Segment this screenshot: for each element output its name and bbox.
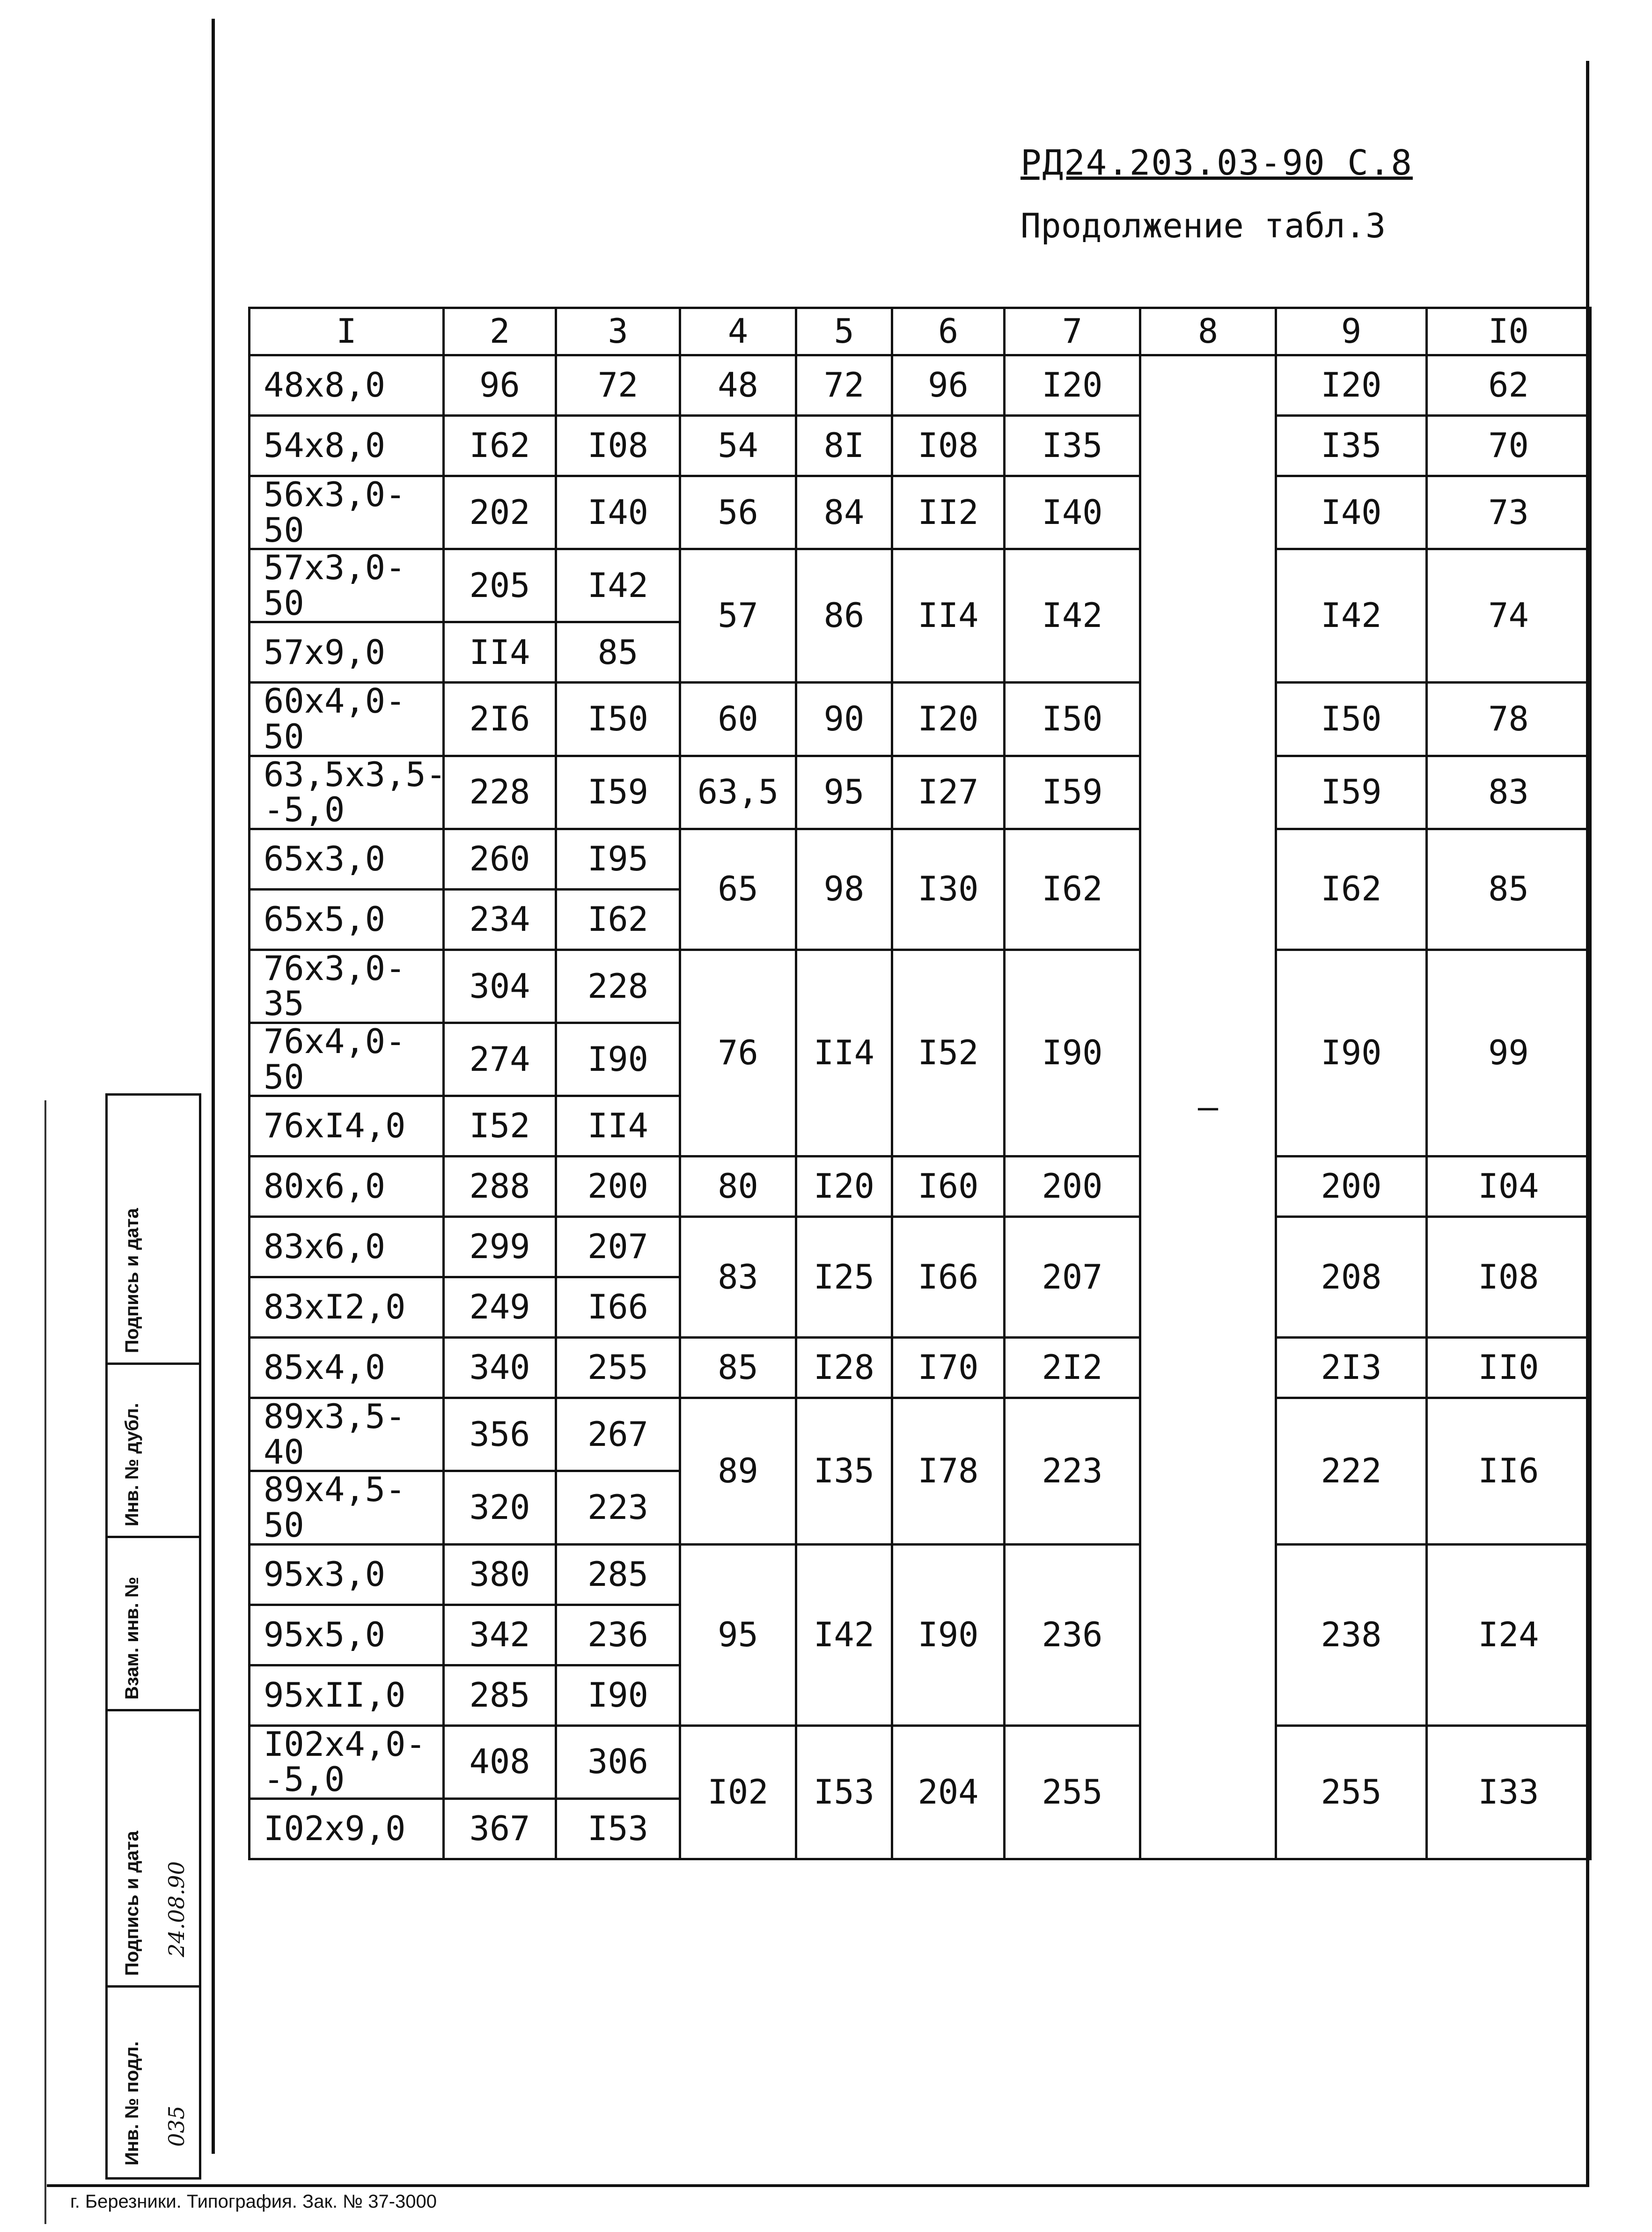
table-body bbox=[250, 355, 1591, 1859]
cell-c3: I95 bbox=[556, 829, 680, 889]
cell-size: I02x4,0- -5,0 bbox=[250, 1725, 444, 1798]
cell-c7: I90 bbox=[1005, 950, 1140, 1156]
cell-c6: I78 bbox=[892, 1398, 1005, 1544]
cell-c6: I20 bbox=[892, 683, 1005, 756]
table-row bbox=[250, 355, 1591, 416]
cell-c2: 380 bbox=[444, 1544, 556, 1605]
cell-c5: I35 bbox=[796, 1398, 892, 1544]
cell-size: 80x6,0 bbox=[250, 1157, 444, 1217]
cell-c3: 200 bbox=[556, 1157, 680, 1217]
cell-c4: 63,5 bbox=[680, 756, 796, 829]
cell-c10: II0 bbox=[1427, 1338, 1591, 1398]
cell-c2: 260 bbox=[444, 829, 556, 889]
cell-c9: 2I3 bbox=[1276, 1338, 1427, 1398]
column-header: 3 bbox=[556, 308, 680, 355]
cell-size: 54x8,0 bbox=[250, 416, 444, 476]
stamp-label: Взам. инв. № bbox=[122, 1576, 142, 1700]
cell-c5: I20 bbox=[796, 1157, 892, 1217]
table-row bbox=[250, 476, 1591, 549]
cell-c4: I02 bbox=[680, 1725, 796, 1859]
column-header: 8 bbox=[1140, 308, 1276, 355]
cell-c4: 65 bbox=[680, 829, 796, 950]
cell-c5: 95 bbox=[796, 756, 892, 829]
cell-c2: 249 bbox=[444, 1277, 556, 1338]
cell-c6: I90 bbox=[892, 1544, 1005, 1725]
column-header: 9 bbox=[1276, 308, 1427, 355]
table-row bbox=[250, 756, 1591, 829]
cell-c7: 207 bbox=[1005, 1217, 1140, 1338]
cell-c10: 62 bbox=[1427, 355, 1591, 416]
cell-c2: 342 bbox=[444, 1605, 556, 1665]
cell-c3: I42 bbox=[556, 549, 680, 622]
cell-c3: II4 bbox=[556, 1096, 680, 1157]
cell-c3: I62 bbox=[556, 889, 680, 950]
cell-c9: I62 bbox=[1276, 829, 1427, 950]
stamp-cell-original-inv bbox=[108, 1985, 199, 2175]
cell-c10: I24 bbox=[1427, 1544, 1591, 1725]
cell-c9: I20 bbox=[1276, 355, 1427, 416]
cell-c2: I52 bbox=[444, 1096, 556, 1157]
document-code: РД24.203.03-90 С.8 bbox=[1021, 143, 1413, 183]
cell-c4: 48 bbox=[680, 355, 796, 416]
cell-c2: I62 bbox=[444, 416, 556, 476]
cell-c9: 208 bbox=[1276, 1217, 1427, 1338]
stamp-cell-replacement-inv bbox=[108, 1536, 199, 1711]
table-row bbox=[250, 416, 1591, 476]
stamp-cell-duplicate-inv bbox=[108, 1363, 199, 1538]
cell-c7: 200 bbox=[1005, 1157, 1140, 1217]
cell-c5: 84 bbox=[796, 476, 892, 549]
cell-c6: I52 bbox=[892, 950, 1005, 1156]
stamp-cell-signature-date-2 bbox=[108, 1709, 199, 1988]
cell-c3: I50 bbox=[556, 683, 680, 756]
cell-c2: 340 bbox=[444, 1338, 556, 1398]
cell-c3: I66 bbox=[556, 1277, 680, 1338]
cell-c5: II4 bbox=[796, 950, 892, 1156]
cell-c5: I53 bbox=[796, 1725, 892, 1859]
cell-c6: I66 bbox=[892, 1217, 1005, 1338]
cell-c9: I50 bbox=[1276, 683, 1427, 756]
cell-c4: 89 bbox=[680, 1398, 796, 1544]
handwritten-inventory-number: 035 bbox=[164, 2106, 189, 2147]
stamp-label: Подпись и дата bbox=[122, 1831, 142, 1976]
table-row bbox=[250, 1157, 1591, 1217]
cell-c10: 85 bbox=[1427, 829, 1591, 950]
cell-c9: I42 bbox=[1276, 549, 1427, 683]
table-row bbox=[250, 549, 1591, 622]
cell-c4: 95 bbox=[680, 1544, 796, 1725]
cell-c7: I42 bbox=[1005, 549, 1140, 683]
cell-c4: 85 bbox=[680, 1338, 796, 1398]
cell-c3: I90 bbox=[556, 1023, 680, 1096]
cell-c6: I30 bbox=[892, 829, 1005, 950]
cell-size: I02x9,0 bbox=[250, 1798, 444, 1859]
cell-c3: 207 bbox=[556, 1217, 680, 1277]
cell-c10: II6 bbox=[1427, 1398, 1591, 1544]
cell-size: 83xI2,0 bbox=[250, 1277, 444, 1338]
cell-c2: 205 bbox=[444, 549, 556, 622]
cell-c2: 288 bbox=[444, 1157, 556, 1217]
cell-c6: 204 bbox=[892, 1725, 1005, 1859]
table-continuation-title: Продолжение табл.3 bbox=[1021, 206, 1386, 245]
cell-size: 65x3,0 bbox=[250, 829, 444, 889]
stamp-label: Инв. № дубл. bbox=[122, 1403, 142, 1526]
cell-c7: I59 bbox=[1005, 756, 1140, 829]
cell-c5: 90 bbox=[796, 683, 892, 756]
cell-c4: 76 bbox=[680, 950, 796, 1156]
column-header: 4 bbox=[680, 308, 796, 355]
cell-size: 85x4,0 bbox=[250, 1338, 444, 1398]
cell-c6: II4 bbox=[892, 549, 1005, 683]
cell-c4: 80 bbox=[680, 1157, 796, 1217]
cell-c3: 306 bbox=[556, 1725, 680, 1798]
cell-c9: 200 bbox=[1276, 1157, 1427, 1217]
data-table-container bbox=[248, 307, 1589, 1860]
cell-c2: II4 bbox=[444, 622, 556, 683]
table-row bbox=[250, 950, 1591, 1023]
cell-size: 95x3,0 bbox=[250, 1544, 444, 1605]
table-row bbox=[250, 1338, 1591, 1398]
cell-c7: I35 bbox=[1005, 416, 1140, 476]
cell-c2: 367 bbox=[444, 1798, 556, 1859]
cell-c5: 86 bbox=[796, 549, 892, 683]
cell-c9: I59 bbox=[1276, 756, 1427, 829]
cell-c6: I60 bbox=[892, 1157, 1005, 1217]
cell-c3: 85 bbox=[556, 622, 680, 683]
cell-c9: 255 bbox=[1276, 1725, 1427, 1859]
header-row bbox=[250, 308, 1591, 355]
cell-c5: 8I bbox=[796, 416, 892, 476]
cell-c10: 99 bbox=[1427, 950, 1591, 1156]
cell-size: 95x5,0 bbox=[250, 1605, 444, 1665]
cell-c5: I28 bbox=[796, 1338, 892, 1398]
cell-c3: 267 bbox=[556, 1398, 680, 1471]
cell-c2: 228 bbox=[444, 756, 556, 829]
cell-c3: I53 bbox=[556, 1798, 680, 1859]
cell-c2: 234 bbox=[444, 889, 556, 950]
page-edge-line bbox=[44, 1100, 46, 2224]
cell-size: 89x3,5-40 bbox=[250, 1398, 444, 1471]
cell-col8: – bbox=[1140, 355, 1276, 1859]
cell-c3: I59 bbox=[556, 756, 680, 829]
cell-c7: I20 bbox=[1005, 355, 1140, 416]
cell-c4: 57 bbox=[680, 549, 796, 683]
table-row bbox=[250, 683, 1591, 756]
cell-c3: 228 bbox=[556, 950, 680, 1023]
cell-c5: 72 bbox=[796, 355, 892, 416]
stamp-label: Подпись и дата bbox=[122, 1208, 142, 1353]
cell-size: 60x4,0-50 bbox=[250, 683, 444, 756]
cell-c9: I40 bbox=[1276, 476, 1427, 549]
frame-left-line bbox=[212, 19, 215, 2154]
cell-c10: 70 bbox=[1427, 416, 1591, 476]
cell-c6: 96 bbox=[892, 355, 1005, 416]
cell-c4: 54 bbox=[680, 416, 796, 476]
cell-c7: I62 bbox=[1005, 829, 1140, 950]
cell-c10: 83 bbox=[1427, 756, 1591, 829]
cell-c3: 285 bbox=[556, 1544, 680, 1605]
cell-c10: I33 bbox=[1427, 1725, 1591, 1859]
cell-c5: I42 bbox=[796, 1544, 892, 1725]
cell-size: 65x5,0 bbox=[250, 889, 444, 950]
cell-c2: 299 bbox=[444, 1217, 556, 1277]
cell-size: 57x3,0-50 bbox=[250, 549, 444, 622]
cell-c2: 2I6 bbox=[444, 683, 556, 756]
cell-c5: 98 bbox=[796, 829, 892, 950]
cell-c6: I70 bbox=[892, 1338, 1005, 1398]
cell-c2: 304 bbox=[444, 950, 556, 1023]
cell-c2: 320 bbox=[444, 1471, 556, 1544]
cell-c10: 73 bbox=[1427, 476, 1591, 549]
cell-c3: 255 bbox=[556, 1338, 680, 1398]
cell-c4: 60 bbox=[680, 683, 796, 756]
cell-c10: I08 bbox=[1427, 1217, 1591, 1338]
column-header: 5 bbox=[796, 308, 892, 355]
cell-c9: 222 bbox=[1276, 1398, 1427, 1544]
table-row bbox=[250, 829, 1591, 889]
cell-size: 89x4,5-50 bbox=[250, 1471, 444, 1544]
cell-c4: 56 bbox=[680, 476, 796, 549]
column-header: 7 bbox=[1005, 308, 1140, 355]
cell-c3: 223 bbox=[556, 1471, 680, 1544]
cell-size: 63,5x3,5- -5,0 bbox=[250, 756, 444, 829]
cell-c3: I40 bbox=[556, 476, 680, 549]
cell-c7: I50 bbox=[1005, 683, 1140, 756]
stamp-label: Инв. № подл. bbox=[122, 2041, 142, 2166]
cell-c2: 202 bbox=[444, 476, 556, 549]
cell-c3: 72 bbox=[556, 355, 680, 416]
cell-c10: 78 bbox=[1427, 683, 1591, 756]
cell-size: 76x3,0-35 bbox=[250, 950, 444, 1023]
column-header: 6 bbox=[892, 308, 1005, 355]
column-header: I0 bbox=[1427, 308, 1591, 355]
cell-size: 83x6,0 bbox=[250, 1217, 444, 1277]
cell-c2: 285 bbox=[444, 1665, 556, 1725]
cell-c3: I08 bbox=[556, 416, 680, 476]
cell-c7: 236 bbox=[1005, 1544, 1140, 1725]
cell-c3: 236 bbox=[556, 1605, 680, 1665]
frame-bottom-line bbox=[47, 2184, 1589, 2187]
cell-c9: I90 bbox=[1276, 950, 1427, 1156]
cell-c6: II2 bbox=[892, 476, 1005, 549]
cell-c9: 238 bbox=[1276, 1544, 1427, 1725]
cell-c2: 408 bbox=[444, 1725, 556, 1798]
cell-c6: I27 bbox=[892, 756, 1005, 829]
cell-c10: I04 bbox=[1427, 1157, 1591, 1217]
cell-c7: 255 bbox=[1005, 1725, 1140, 1859]
print-footer: г. Березники. Типография. Зак. № 37-3000 bbox=[70, 2191, 437, 2212]
cell-size: 57x9,0 bbox=[250, 622, 444, 683]
cell-c4: 83 bbox=[680, 1217, 796, 1338]
cell-c9: I35 bbox=[1276, 416, 1427, 476]
cell-size: 95xII,0 bbox=[250, 1665, 444, 1725]
cell-c3: I90 bbox=[556, 1665, 680, 1725]
cell-c2: 274 bbox=[444, 1023, 556, 1096]
stamp-cell-signature-date bbox=[108, 1096, 199, 1365]
cell-c10: 74 bbox=[1427, 549, 1591, 683]
cell-size: 48x8,0 bbox=[250, 355, 444, 416]
cell-c7: I40 bbox=[1005, 476, 1140, 549]
cell-c2: 96 bbox=[444, 355, 556, 416]
cell-size: 56x3,0-50 bbox=[250, 476, 444, 549]
cell-size: 76x4,0-50 bbox=[250, 1023, 444, 1096]
side-stamp bbox=[105, 1093, 201, 2180]
cell-size: 76xI4,0 bbox=[250, 1096, 444, 1157]
cell-c5: I25 bbox=[796, 1217, 892, 1338]
table-row bbox=[250, 1544, 1591, 1605]
table-row bbox=[250, 1725, 1591, 1798]
table-row bbox=[250, 1398, 1591, 1471]
cell-c2: 356 bbox=[444, 1398, 556, 1471]
cell-c7: 223 bbox=[1005, 1398, 1140, 1544]
cell-c7: 2I2 bbox=[1005, 1338, 1140, 1398]
column-header: I bbox=[250, 308, 444, 355]
column-header: 2 bbox=[444, 308, 556, 355]
data-table bbox=[248, 307, 1592, 1860]
table-row bbox=[250, 1217, 1591, 1277]
handwritten-date: 24.08.90 bbox=[164, 1861, 189, 1957]
cell-c6: I08 bbox=[892, 416, 1005, 476]
